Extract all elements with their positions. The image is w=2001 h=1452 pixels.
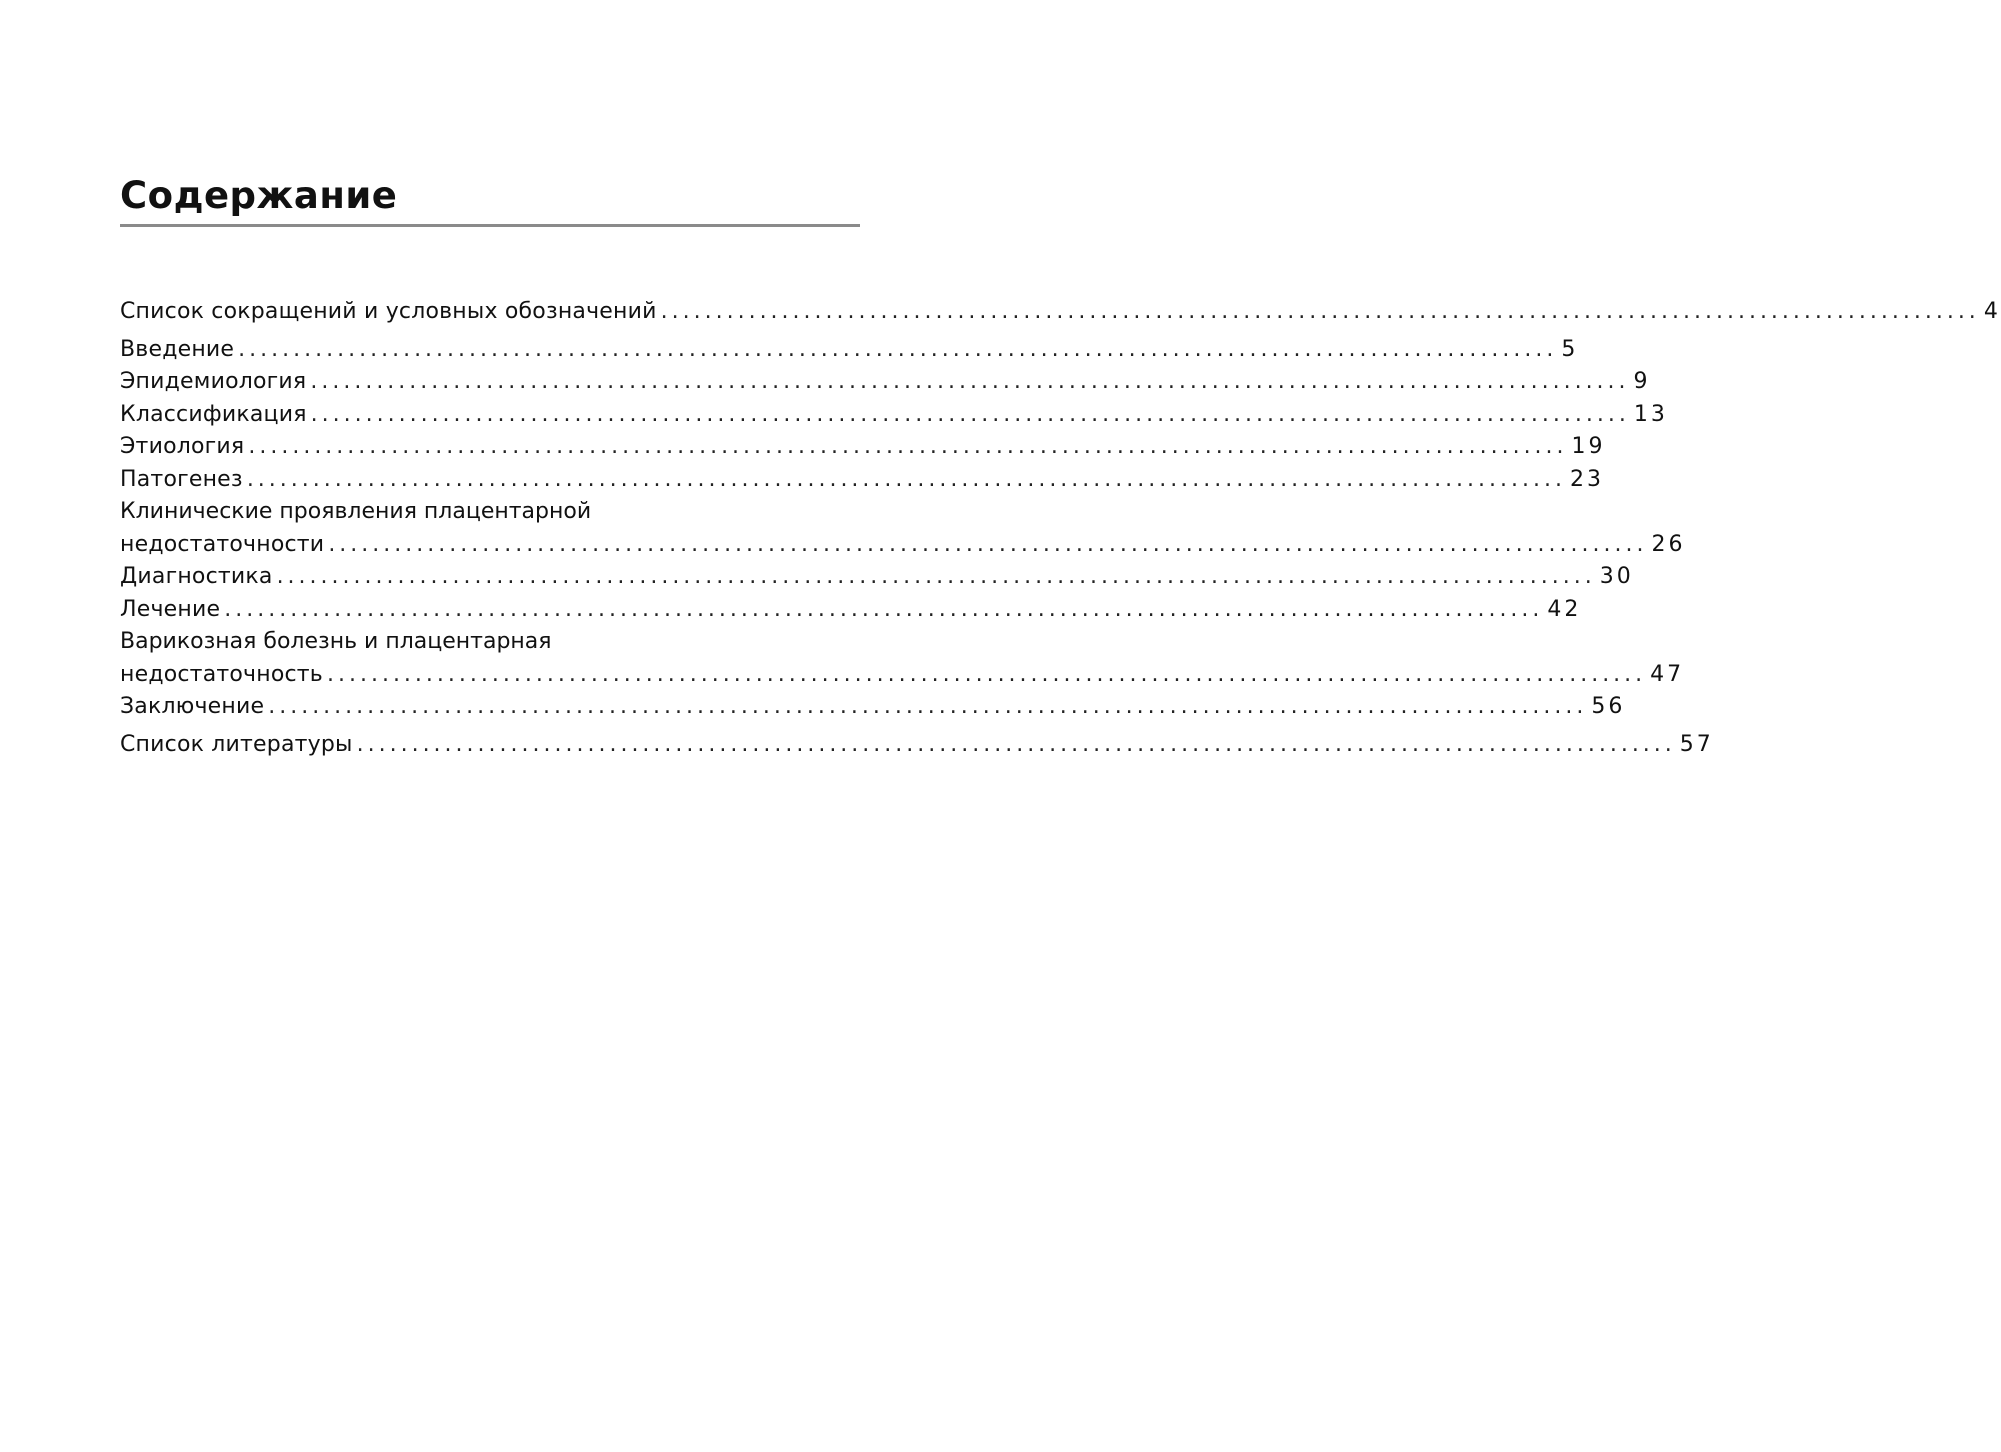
dot-leader: ........................................................................................................................ bbox=[268, 694, 1588, 719]
toc-entry-title: Список литературы bbox=[120, 731, 353, 757]
toc-entry[interactable] bbox=[120, 431, 1606, 464]
dot-leader: ........................................................................................................................ bbox=[276, 564, 1596, 589]
toc-entry[interactable] bbox=[120, 729, 1714, 762]
toc-entry-title: Лечение bbox=[120, 596, 221, 622]
dot-leader: ........................................................................................................................ bbox=[310, 401, 1630, 427]
toc-entry-title: Классификация bbox=[120, 401, 307, 427]
toc-entry[interactable] bbox=[120, 399, 1668, 432]
toc-entry-continuation bbox=[120, 529, 1686, 562]
toc-entry-page: 5 bbox=[1561, 336, 1579, 362]
table-of-contents bbox=[120, 296, 2001, 761]
toc-entry-page: 23 bbox=[1570, 466, 1604, 492]
toc-entry-page: 4 bbox=[1983, 299, 2001, 324]
toc-entry[interactable] bbox=[120, 464, 1604, 497]
dot-leader: ........................................................................................................................ bbox=[248, 434, 1568, 459]
toc-entry[interactable] bbox=[120, 496, 1686, 561]
toc-entry-title: Диагностика bbox=[120, 564, 273, 589]
dot-leader: ........................................................................................................................ bbox=[356, 731, 1676, 757]
toc-entry-title: Этиология bbox=[120, 434, 245, 459]
toc-entry-page: 19 bbox=[1571, 434, 1606, 459]
dot-leader: ........................................................................................................................ bbox=[328, 531, 1648, 557]
toc-entry-title: Эпидемиология bbox=[120, 369, 307, 394]
dot-leader: ........................................................................................................................ bbox=[660, 299, 1980, 324]
toc-entry[interactable] bbox=[120, 561, 1634, 594]
toc-entry[interactable] bbox=[120, 594, 1582, 627]
dot-leader: ........................................................................................................................ bbox=[224, 596, 1544, 622]
heading-underline bbox=[120, 224, 860, 227]
toc-entry-title-continued: недостаточность bbox=[120, 661, 323, 687]
toc-entry-page: 57 bbox=[1679, 731, 1714, 757]
page-heading: Содержание bbox=[120, 174, 398, 217]
toc-entry-continuation bbox=[120, 659, 1685, 692]
toc-entry-title: Клинические проявления плацентарной bbox=[120, 499, 592, 524]
dot-leader: ........................................................................................................................ bbox=[246, 466, 1566, 492]
dot-leader: ........................................................................................................................ bbox=[326, 661, 1647, 687]
toc-entry[interactable] bbox=[120, 296, 2001, 329]
toc-entry-page: 9 bbox=[1633, 369, 1651, 394]
toc-entry-page: 26 bbox=[1651, 531, 1686, 557]
dot-leader: ........................................................................................................................ bbox=[238, 336, 1558, 362]
toc-entry[interactable] bbox=[120, 626, 1685, 691]
toc-entry-page: 13 bbox=[1633, 401, 1668, 427]
toc-entry[interactable] bbox=[120, 691, 1626, 724]
toc-entry[interactable] bbox=[120, 366, 1651, 399]
toc-entry-page: 42 bbox=[1547, 596, 1582, 622]
toc-entry-page: 47 bbox=[1650, 661, 1685, 687]
toc-entry-title-continued: недостаточности bbox=[120, 531, 325, 557]
toc-entry-title: Патогенез bbox=[120, 466, 243, 492]
toc-entry-page: 30 bbox=[1599, 564, 1634, 589]
toc-entry-title: Заключение bbox=[120, 694, 265, 719]
toc-entry[interactable] bbox=[120, 334, 1579, 367]
toc-entry-page: 56 bbox=[1591, 694, 1626, 719]
toc-entry-title: Введение bbox=[120, 336, 235, 362]
dot-leader: ........................................................................................................................ bbox=[310, 369, 1630, 394]
toc-entry-title: Варикозная болезнь и плацентарная bbox=[120, 629, 552, 654]
toc-entry-title: Список сокращений и условных обозначений bbox=[120, 299, 657, 324]
